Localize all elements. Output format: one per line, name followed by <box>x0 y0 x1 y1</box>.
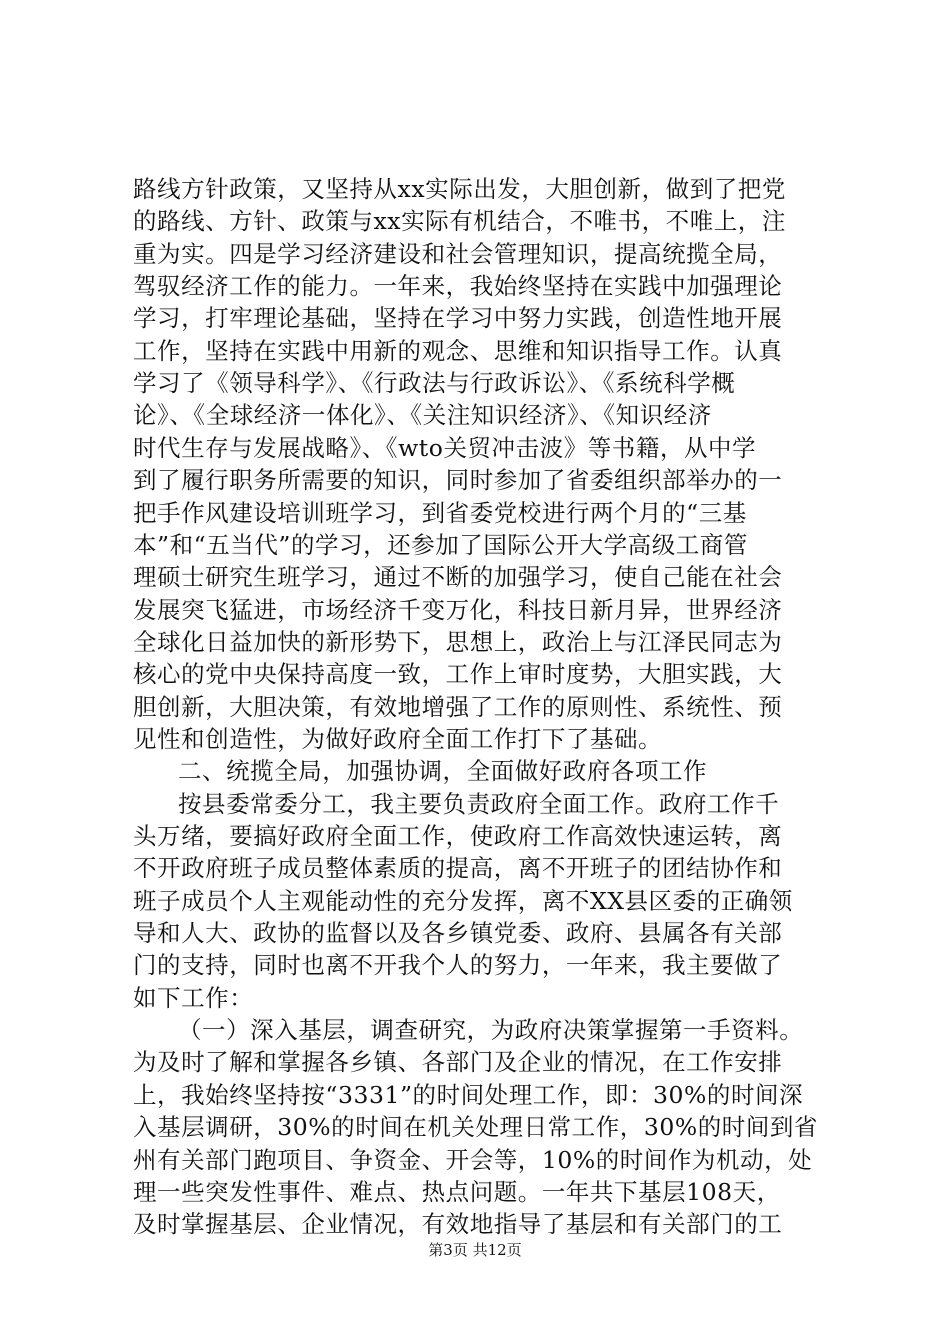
paragraph-line: 头万绪，要搞好政府全面工作，使政府工作高效快速运转，离 <box>133 822 783 850</box>
paragraph-line: 重为实。四是学习经济建设和社会管理知识，提高统揽全局， <box>133 239 783 268</box>
paragraph-line: 见性和创造性，为做好政府全面工作打下了基础。 <box>133 724 663 753</box>
paragraph-line: 按县委常委分工，我主要负责政府全面工作。政府工作千 <box>178 789 780 818</box>
paragraph-line: 理一些突发性事件、难点、热点问题。一年共下基层108天， <box>133 1177 781 1206</box>
paragraph-line: 胆创新，大胆决策，有效地增强了工作的原则性、系统性、预 <box>133 692 783 721</box>
page-number-footer: 第3页 共12页 <box>428 1241 522 1259</box>
paragraph-line: 发展突飞猛进，市场经济千变万化，科技日新月异，世界经济 <box>133 595 783 624</box>
paragraph-line: 到了履行职务所需要的知识，同时参加了省委组织部举办的一 <box>133 466 783 495</box>
paragraph-line: 的路线、方针、政策与xx实际有机结合，不唯书，不唯上，注 <box>133 207 786 236</box>
paragraph-line: 不开政府班子成员整体素质的提高，离不开班子的团结协作和 <box>133 854 783 883</box>
paragraph-line: 理硕士研究生班学习，通过不断的加强学习，使自己能在社会 <box>133 563 783 592</box>
paragraph-line: 时代生存与发展战略》、《wto关贸冲击波》等书籍，从中学 <box>133 433 757 462</box>
paragraph-line: 学习，打牢理论基础，坚持在学习中努力实践，创造性地开展 <box>133 304 783 333</box>
paragraph-line: 班子成员个人主观能动性的充分发挥，离不XX县区委的正确领 <box>133 886 793 915</box>
paragraph-line: 导和人大、政协的监督以及各乡镇党委、政府、县属各有关部 <box>133 919 783 948</box>
paragraph-line: 及时掌握基层、企业情况，有效地指导了基层和有关部门的工 <box>133 1210 783 1239</box>
paragraph-line: 为及时了解和掌握各乡镇、各部门及企业的情况，在工作安排 <box>133 1048 783 1077</box>
paragraph-line: 论》、《全球经济一体化》、《关注知识经济》、《知识经济 <box>133 401 712 430</box>
paragraph-line: 把手作风建设培训班学习，到省委党校进行两个月的“三基 <box>133 498 747 527</box>
paragraph-line: 核心的党中央保持高度一致，工作上审时度势，大胆实践，大 <box>133 660 783 689</box>
paragraph-line: 州有关部门跑项目、争资金、开会等，10%的时间作为机动，处 <box>133 1145 813 1174</box>
paragraph-line: 入基层调研，30%的时间在机关处理日常工作，30%的时间到省 <box>133 1113 818 1142</box>
paragraph-line: 学习了《领导科学》、《行政法与行政诉讼》、《系统科学概 <box>133 369 736 398</box>
paragraph-line: 二、统揽全局，加强协调，全面做好政府各项工作 <box>178 757 708 786</box>
paragraph-line: 工作，坚持在实践中用新的观念、思维和知识指导工作。认真 <box>133 336 783 365</box>
paragraph-line: 全球化日益加快的新形势下，思想上，政治上与江泽民同志为 <box>133 627 783 656</box>
paragraph-line: 门的支持，同时也离不开我个人的努力，一年来，我主要做了 <box>133 951 783 980</box>
paragraph-line: （一）深入基层，调查研究，为政府决策掌握第一手资料。 <box>178 1016 804 1045</box>
paragraph-line: 如下工作： <box>133 983 254 1012</box>
paragraph-line: 路线方针政策，又坚持从xx实际出发，大胆创新，做到了把党 <box>133 175 786 203</box>
paragraph-line: 本”和“五当代”的学习，还参加了国际公开大学高级工商管 <box>133 530 748 559</box>
paragraph-line: 驾驭经济工作的能力。一年来，我始终坚持在实践中加强理论 <box>133 272 783 301</box>
paragraph-line: 上，我始终坚持按“3331”的时间处理工作，即：30%的时间深 <box>133 1080 804 1109</box>
